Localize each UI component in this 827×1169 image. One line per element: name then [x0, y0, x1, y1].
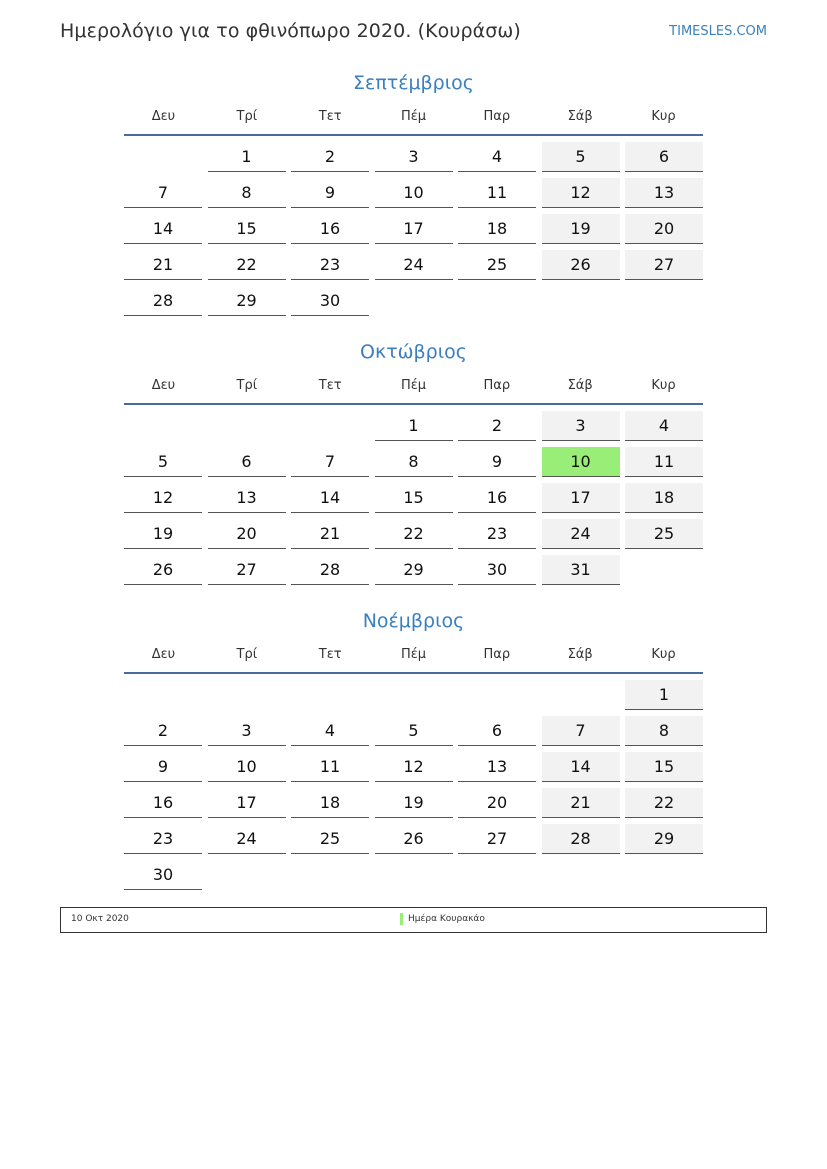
day-cell[interactable]: 29 — [375, 555, 453, 585]
empty-day-cell — [124, 680, 202, 709]
legend-color-swatch — [400, 913, 403, 925]
week-row — [124, 214, 703, 245]
weekday-label: Κυρ — [651, 647, 676, 662]
weekday-label: Τρί — [236, 647, 258, 662]
week-row — [124, 411, 703, 442]
day-cell[interactable]: 12 — [375, 752, 453, 782]
day-cell[interactable]: 7 — [124, 178, 202, 208]
weekday-label: Σάβ — [567, 109, 593, 124]
day-cell[interactable]: 25 — [458, 250, 536, 280]
day-cell[interactable]: 26 — [124, 555, 202, 585]
weekday-label: Δευ — [151, 647, 176, 662]
day-cell[interactable]: 5 — [375, 716, 453, 746]
days-grid — [124, 680, 703, 891]
week-row — [124, 788, 703, 819]
day-cell[interactable]: 21 — [291, 519, 369, 549]
day-cell[interactable]: 27 — [625, 250, 703, 280]
day-cell[interactable]: 24 — [542, 519, 620, 549]
weekday-label: Παρ — [483, 647, 511, 662]
holiday-day-cell[interactable]: 10 — [542, 447, 620, 477]
day-cell[interactable]: 6 — [458, 716, 536, 746]
day-cell[interactable]: 10 — [375, 178, 453, 208]
day-cell[interactable]: 21 — [124, 250, 202, 280]
day-cell[interactable]: 17 — [542, 483, 620, 513]
weekday-label: Τετ — [318, 109, 342, 124]
day-cell[interactable]: 13 — [625, 178, 703, 208]
week-row — [124, 860, 703, 891]
day-cell[interactable]: 2 — [124, 716, 202, 746]
day-cell[interactable]: 9 — [458, 447, 536, 477]
weekday-label: Σάβ — [567, 378, 593, 393]
legend-holiday-name: Ημέρα Κουρακάο — [408, 914, 485, 924]
weekday-label: Δευ — [151, 109, 176, 124]
empty-day-cell — [375, 286, 453, 315]
day-cell[interactable]: 22 — [208, 250, 286, 280]
weekday-label: Τετ — [318, 378, 342, 393]
day-cell[interactable]: 24 — [208, 824, 286, 854]
days-grid — [124, 411, 703, 586]
day-cell[interactable]: 30 — [291, 286, 369, 316]
day-cell[interactable]: 6 — [625, 142, 703, 172]
week-row — [124, 483, 703, 514]
day-cell[interactable]: 13 — [208, 483, 286, 513]
day-cell[interactable]: 15 — [625, 752, 703, 782]
week-row — [124, 250, 703, 281]
day-cell[interactable]: 31 — [542, 555, 620, 585]
week-row — [124, 142, 703, 173]
empty-day-cell — [458, 286, 536, 315]
weekday-label: Πέμ — [400, 647, 427, 662]
day-cell[interactable]: 27 — [208, 555, 286, 585]
day-cell[interactable]: 4 — [291, 716, 369, 746]
month-title: Σεπτέμβριος — [353, 72, 474, 94]
empty-day-cell — [458, 860, 536, 889]
weekday-header — [124, 375, 703, 405]
day-cell[interactable]: 15 — [375, 483, 453, 513]
day-cell[interactable]: 16 — [124, 788, 202, 818]
day-cell[interactable]: 9 — [124, 752, 202, 782]
day-cell[interactable]: 14 — [542, 752, 620, 782]
week-row — [124, 555, 703, 586]
day-cell[interactable]: 22 — [375, 519, 453, 549]
day-cell[interactable]: 7 — [291, 447, 369, 477]
empty-day-cell — [375, 680, 453, 709]
weekday-label: Πέμ — [400, 109, 427, 124]
week-row — [124, 752, 703, 783]
week-row — [124, 824, 703, 855]
day-cell[interactable]: 28 — [124, 286, 202, 316]
day-cell[interactable]: 30 — [458, 555, 536, 585]
day-cell[interactable]: 23 — [458, 519, 536, 549]
day-cell[interactable]: 24 — [375, 250, 453, 280]
day-cell[interactable]: 26 — [375, 824, 453, 854]
weekday-label: Δευ — [151, 378, 176, 393]
empty-day-cell — [542, 860, 620, 889]
empty-day-cell — [458, 680, 536, 709]
day-cell[interactable]: 17 — [375, 214, 453, 244]
day-cell[interactable]: 8 — [625, 716, 703, 746]
days-grid — [124, 142, 703, 317]
weekday-label: Τρί — [236, 378, 258, 393]
empty-day-cell — [208, 411, 286, 440]
empty-day-cell — [625, 286, 703, 315]
weekday-label: Παρ — [483, 378, 511, 393]
week-row — [124, 519, 703, 550]
day-cell[interactable]: 29 — [625, 824, 703, 854]
day-cell[interactable]: 3 — [542, 411, 620, 441]
day-cell[interactable]: 8 — [208, 178, 286, 208]
day-cell[interactable]: 1 — [375, 411, 453, 441]
day-cell[interactable]: 4 — [458, 142, 536, 172]
day-cell[interactable]: 3 — [208, 716, 286, 746]
day-cell[interactable]: 10 — [208, 752, 286, 782]
day-cell[interactable]: 2 — [458, 411, 536, 441]
legend-box — [60, 907, 767, 933]
day-cell[interactable]: 28 — [542, 824, 620, 854]
weekday-header — [124, 644, 703, 674]
day-cell[interactable]: 13 — [458, 752, 536, 782]
day-cell[interactable]: 4 — [625, 411, 703, 441]
day-cell[interactable]: 30 — [124, 860, 202, 890]
day-cell[interactable]: 19 — [542, 214, 620, 244]
weekday-label: Κυρ — [651, 378, 676, 393]
day-cell[interactable]: 8 — [375, 447, 453, 477]
empty-day-cell — [208, 680, 286, 709]
day-cell[interactable]: 1 — [625, 680, 703, 710]
empty-day-cell — [124, 142, 202, 171]
day-cell[interactable]: 11 — [291, 752, 369, 782]
day-cell[interactable]: 23 — [124, 824, 202, 854]
week-row — [124, 447, 703, 478]
day-cell[interactable]: 9 — [291, 178, 369, 208]
day-cell[interactable]: 16 — [291, 214, 369, 244]
day-cell[interactable]: 22 — [625, 788, 703, 818]
day-cell[interactable]: 26 — [542, 250, 620, 280]
legend-date: 10 Οκτ 2020 — [71, 914, 129, 924]
day-cell[interactable]: 28 — [291, 555, 369, 585]
day-cell[interactable]: 20 — [208, 519, 286, 549]
day-cell[interactable]: 23 — [291, 250, 369, 280]
day-cell[interactable]: 14 — [291, 483, 369, 513]
day-cell[interactable]: 14 — [124, 214, 202, 244]
weekday-label: Τρί — [236, 109, 258, 124]
weekday-label: Τετ — [318, 647, 342, 662]
site-link[interactable]: TIMESLES.COM — [669, 24, 767, 39]
empty-day-cell — [291, 860, 369, 889]
day-cell[interactable]: 17 — [208, 788, 286, 818]
day-cell[interactable]: 12 — [542, 178, 620, 208]
day-cell[interactable]: 18 — [625, 483, 703, 513]
day-cell[interactable]: 18 — [458, 214, 536, 244]
day-cell[interactable]: 20 — [625, 214, 703, 244]
weekday-header — [124, 106, 703, 136]
day-cell[interactable]: 5 — [542, 142, 620, 172]
empty-day-cell — [291, 680, 369, 709]
day-cell[interactable]: 2 — [291, 142, 369, 172]
day-cell[interactable]: 11 — [625, 447, 703, 477]
day-cell[interactable]: 3 — [375, 142, 453, 172]
weekday-label: Κυρ — [651, 109, 676, 124]
week-row — [124, 716, 703, 747]
day-cell[interactable]: 12 — [124, 483, 202, 513]
weekday-label: Σάβ — [567, 647, 593, 662]
day-cell[interactable]: 11 — [458, 178, 536, 208]
month-title: Νοέμβριος — [362, 610, 465, 632]
empty-day-cell — [208, 860, 286, 889]
empty-day-cell — [291, 411, 369, 440]
day-cell[interactable]: 1 — [208, 142, 286, 172]
day-cell[interactable]: 16 — [458, 483, 536, 513]
day-cell[interactable]: 19 — [124, 519, 202, 549]
day-cell[interactable]: 6 — [208, 447, 286, 477]
week-row — [124, 178, 703, 209]
day-cell[interactable]: 18 — [291, 788, 369, 818]
day-cell[interactable]: 21 — [542, 788, 620, 818]
day-cell[interactable]: 20 — [458, 788, 536, 818]
week-row — [124, 680, 703, 711]
day-cell[interactable]: 27 — [458, 824, 536, 854]
empty-day-cell — [375, 860, 453, 889]
day-cell[interactable]: 19 — [375, 788, 453, 818]
empty-day-cell — [542, 286, 620, 315]
day-cell[interactable]: 29 — [208, 286, 286, 316]
month-november — [124, 608, 703, 896]
day-cell[interactable]: 15 — [208, 214, 286, 244]
empty-day-cell — [625, 860, 703, 889]
empty-day-cell — [625, 555, 703, 584]
day-cell[interactable]: 25 — [291, 824, 369, 854]
day-cell[interactable]: 7 — [542, 716, 620, 746]
day-cell[interactable]: 25 — [625, 519, 703, 549]
empty-day-cell — [542, 680, 620, 709]
weekday-label: Πέμ — [400, 378, 427, 393]
page-title: Ημερολόγιο για το φθινόπωρο 2020. (Κουράσω) — [60, 20, 521, 42]
week-row — [124, 286, 703, 317]
month-october — [124, 339, 703, 591]
weekday-label: Παρ — [483, 109, 511, 124]
month-title: Οκτώβριος — [360, 341, 467, 363]
month-september — [124, 70, 703, 322]
empty-day-cell — [124, 411, 202, 440]
day-cell[interactable]: 5 — [124, 447, 202, 477]
